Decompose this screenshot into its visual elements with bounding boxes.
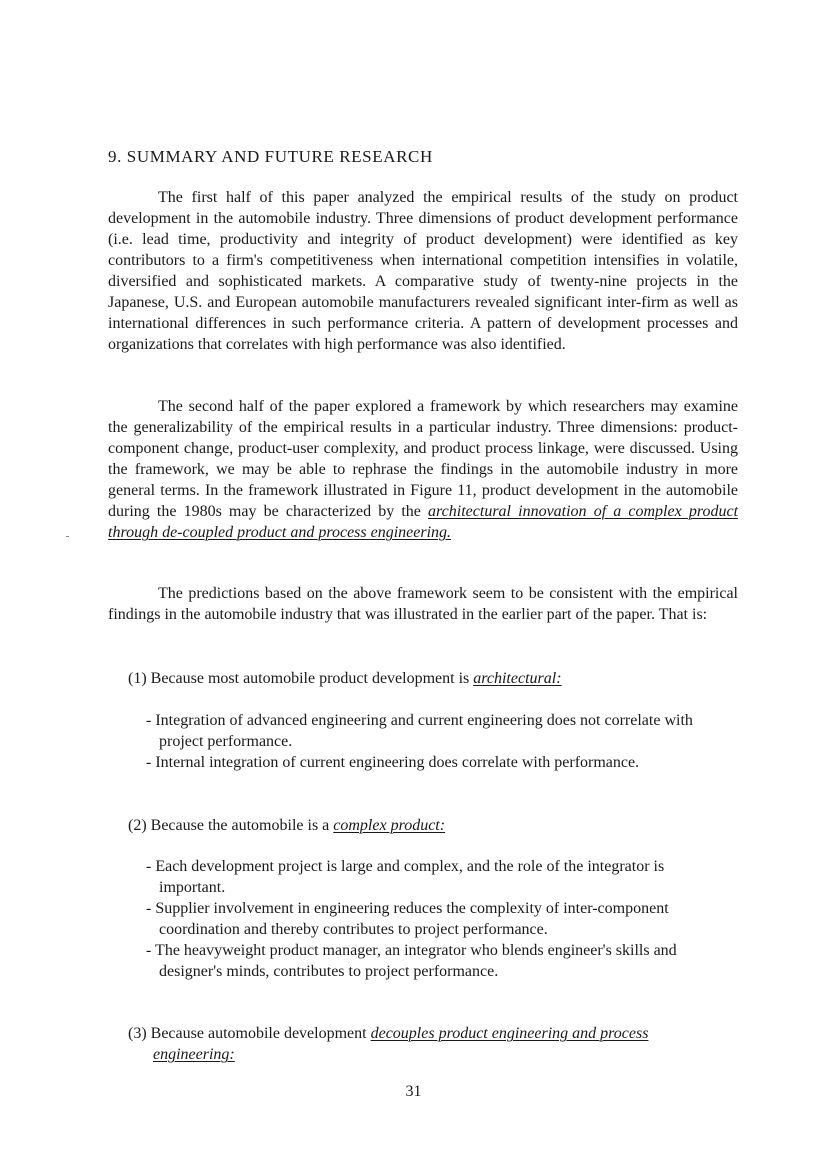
page-number: 31 xyxy=(405,1083,422,1100)
list-item-2-heading xyxy=(128,815,728,836)
list-item-emphasis: decouples product engineering and process engineering: xyxy=(153,1025,649,1063)
section-heading: 9. SUMMARY AND FUTURE RESEARCH xyxy=(108,147,433,166)
list-item: - Supplier involvement in engineering reduces the complexity of inter-component coordination and thereby contributes to project performance. xyxy=(146,900,669,938)
list-item-1-heading xyxy=(128,668,728,689)
margin-mark xyxy=(66,536,69,537)
list-item-lead: (3) Because automobile development xyxy=(128,1025,371,1042)
list-item: - Each development project is large and complex, and the role of the integrator is important. xyxy=(146,858,665,896)
list-item-emphasis: complex product: xyxy=(333,817,446,834)
list-item-emphasis: architectural: xyxy=(473,670,562,687)
paragraph-text: The second half of the paper explored a framework by which researchers may examine the generalizability of the empirical results in a particular industry. Three dimensions: product-component change, product-user complexity, and product process linkage, were discussed. Using the framework, we may be able to rephrase the findings in the automobile industry in more general terms. In the framework illustrated in Figure 11, product development in the automobile during the 1980s may be characterized by the xyxy=(108,398,738,520)
paragraph-summary-second-half xyxy=(108,396,738,543)
emphasized-phrase: architectural innovation of a complex product through de-coupled product and process engineering. xyxy=(108,503,739,541)
list-item: - Internal integration of current engineering does correlate with performance. xyxy=(146,754,640,771)
paragraph-predictions: The predictions based on the above framework seem to be consistent with the empirical findings in the automobile industry that was illustrated in the earlier part of the paper. That is: xyxy=(108,585,738,623)
list-item-2-subpoints xyxy=(146,856,726,982)
list-item: - Integration of advanced engineering and current engineering does not correlate with project performance. xyxy=(146,712,693,750)
list-item-lead: (2) Because the automobile is a xyxy=(128,817,334,834)
list-item-lead: (1) Because most automobile product development is xyxy=(128,670,474,687)
list-item-1-subpoints xyxy=(146,710,726,773)
list-item-3-heading xyxy=(128,1023,723,1065)
list-item: - The heavyweight product manager, an integrator who blends engineer's skills and designer's minds, contributes to project performance. xyxy=(146,942,677,980)
paragraph-summary-first-half: The first half of this paper analyzed the empirical results of the study on product development in the automobile industry. Three dimensions of product development performance (i.e. lead time, productivity and integrity of product development) were identified as key contributors to a firm's competitiveness when international competition intensifies in volatile, diversified and sophisticated markets. A comparative study of twenty-nine projects in the Japanese, U.S. and European automobile manufacturers revealed significant inter-firm as well as international differences in such performance criteria. A pattern of development processes and organizations that correlates with high performance was also identified. xyxy=(108,189,738,353)
